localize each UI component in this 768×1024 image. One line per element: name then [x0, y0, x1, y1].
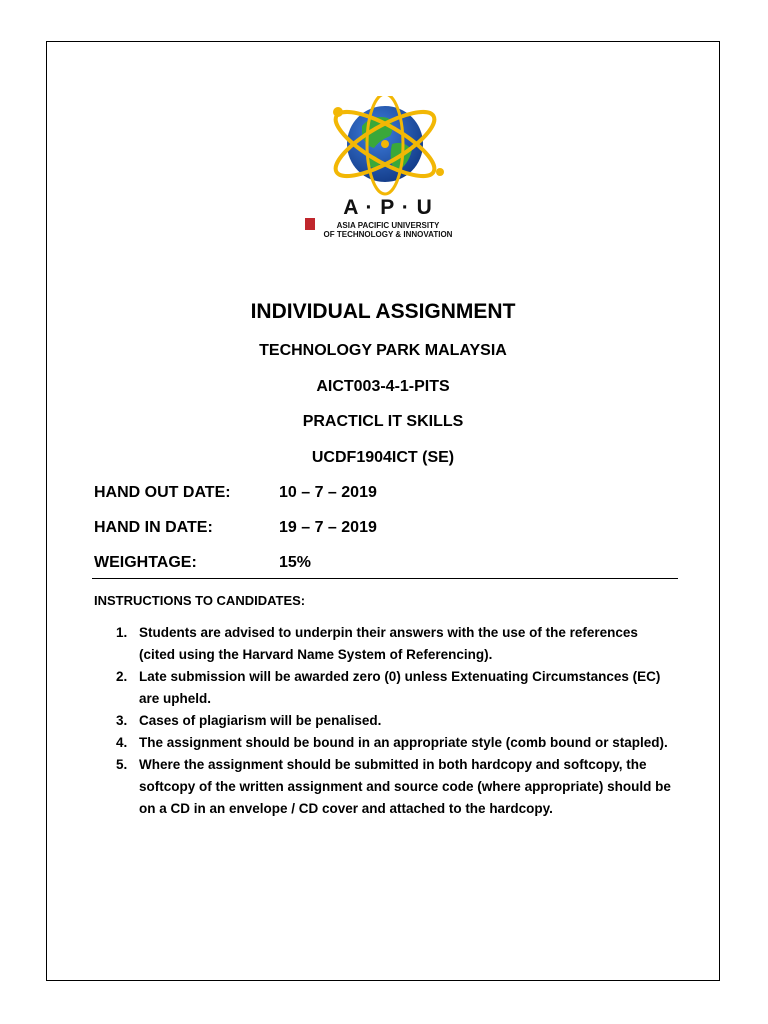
- logo-university-name: ASIA PACIFIC UNIVERSITY: [336, 221, 440, 230]
- location-text: TECHNOLOGY PARK MALAYSIA: [259, 342, 507, 359]
- list-item-number: 5.: [116, 757, 128, 772]
- list-item: [116, 666, 676, 710]
- logo-acronym: A · P · U: [343, 196, 433, 219]
- list-item-number: 3.: [116, 713, 128, 728]
- section-divider: [92, 578, 678, 579]
- intake-code: UCDF1904ICT (SE): [311, 449, 455, 466]
- module-name: PRACTICL IT SKILLS: [302, 413, 464, 430]
- logo-university-subtitle: OF TECHNOLOGY & INNOVATION: [323, 230, 453, 239]
- page-title: INDIVIDUAL ASSIGNMENT: [250, 300, 516, 323]
- list-item-text: Late submission will be awarded zero (0) unless Extenuating Circumstances (EC) are upheld.: [139, 669, 661, 706]
- hand-in-date-label: HAND IN DATE:: [94, 519, 213, 536]
- list-item-text: The assignment should be bound in an appropriate style (comb bound or stapled).: [139, 735, 668, 750]
- instructions-heading: INSTRUCTIONS TO CANDIDATES:: [94, 593, 306, 608]
- list-item-text: Cases of plagiarism will be penalised.: [139, 713, 382, 728]
- list-item-text: Where the assignment should be submitted in both hardcopy and softcopy, the softcopy of the written assignment and source code (where appropriate) should be on a CD in an envelope / CD cover and attached to the hardcopy.: [139, 757, 671, 816]
- list-item-number: 4.: [116, 735, 128, 750]
- list-item-text: Students are advised to underpin their answers with the use of the references (cited using the Harvard Name System of Referencing).: [139, 625, 638, 662]
- weightage-label: WEIGHTAGE:: [94, 554, 197, 571]
- instructions-list: [116, 622, 676, 820]
- university-logo: [300, 96, 470, 246]
- list-item: [116, 732, 676, 754]
- hand-out-date-label: HAND OUT DATE:: [94, 484, 231, 501]
- list-item-number: 1.: [116, 625, 128, 640]
- list-item-number: 2.: [116, 669, 128, 684]
- list-item: [116, 622, 676, 666]
- hand-out-date-value: 10 – 7 – 2019: [279, 484, 377, 501]
- weightage-value: 15%: [279, 554, 312, 571]
- list-item: [116, 754, 676, 820]
- hand-in-date-value: 19 – 7 – 2019: [279, 519, 377, 536]
- list-item: [116, 710, 676, 732]
- module-code: AICT003-4-1-PITS: [316, 378, 450, 395]
